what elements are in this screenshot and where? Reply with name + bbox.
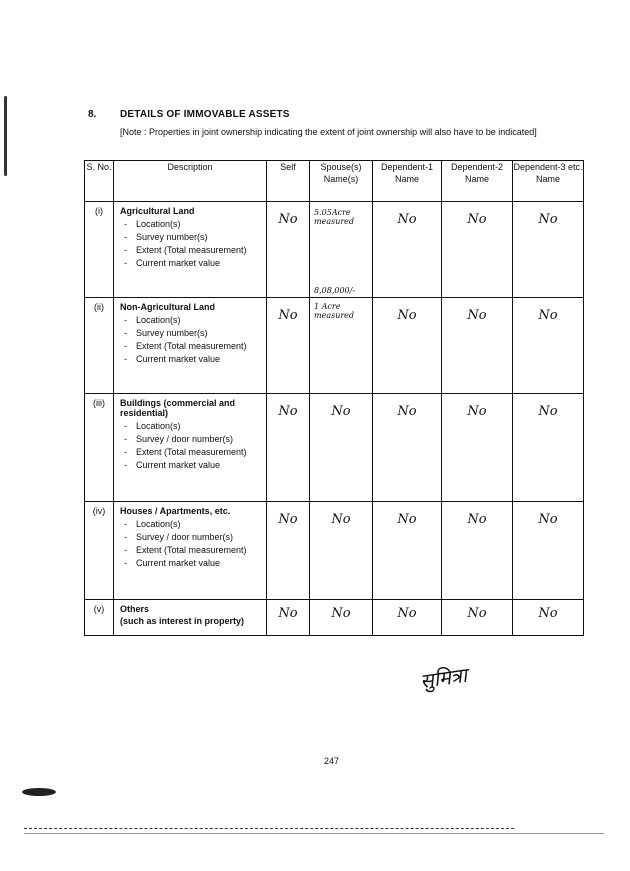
dependent-3-value: No [513, 298, 584, 394]
table-header-row [85, 161, 584, 202]
list-item: - Current market value [136, 353, 263, 365]
category-label: Houses / Apartments, etc. [120, 506, 231, 516]
item-list [120, 420, 263, 471]
spouse-value: No [310, 394, 373, 502]
dependent-2-value: No [442, 394, 513, 502]
dependent-1-value: No [373, 394, 442, 502]
header-self: Self [267, 161, 310, 202]
dependent-3-value: No [513, 600, 584, 636]
scan-smudge [22, 788, 56, 796]
list-item: - Extent (Total measurement) [136, 544, 263, 556]
row-description [114, 502, 267, 600]
self-value: No [267, 502, 310, 600]
list-item: - Survey / door number(s) [136, 531, 263, 543]
list-item: - Location(s) [136, 420, 263, 432]
table-row [85, 502, 584, 600]
header-dependent-1: Dependent-1 Name [373, 161, 442, 202]
scan-line-faint [24, 833, 604, 834]
page-number: 247 [324, 756, 340, 766]
list-item: - Current market value [136, 459, 263, 471]
list-item: - Extent (Total measurement) [136, 244, 263, 256]
list-item: - Location(s) [136, 314, 263, 326]
spouse-extra: measured [314, 217, 355, 226]
dependent-3-value: No [513, 394, 584, 502]
table-row [85, 298, 584, 394]
category-detail: (such as interest in property) [120, 616, 245, 626]
scan-edge-mark [4, 96, 7, 176]
category-label: Agricultural Land [120, 206, 195, 216]
list-item: - Current market value [136, 257, 263, 269]
dependent-2-value: No [442, 202, 513, 298]
spouse-value: No [310, 600, 373, 636]
list-item: - Extent (Total measurement) [136, 340, 263, 352]
row-number: (i) [85, 202, 114, 298]
list-item: - Survey number(s) [136, 231, 263, 243]
spouse-market-value: 8,08,000/- [314, 286, 356, 295]
list-item: - Current market value [136, 557, 263, 569]
spouse-value-cell [310, 202, 373, 298]
header-dependent-2: Dependent-2 Name [442, 161, 513, 202]
list-item: - Location(s) [136, 218, 263, 230]
row-number: (iv) [85, 502, 114, 600]
item-list [120, 314, 263, 365]
header-description: Description [114, 161, 267, 202]
self-value: No [267, 600, 310, 636]
list-item: - Survey / door number(s) [136, 433, 263, 445]
list-item: - Location(s) [136, 518, 263, 530]
table-row [85, 202, 584, 298]
row-number: (iii) [85, 394, 114, 502]
list-item: - Survey number(s) [136, 327, 263, 339]
list-item: - Extent (Total measurement) [136, 446, 263, 458]
row-description [114, 202, 267, 298]
section-number: 8. [88, 109, 97, 120]
self-value: No [267, 202, 310, 298]
spouse-value-cell [310, 298, 373, 394]
dependent-1-value: No [373, 600, 442, 636]
item-list [120, 518, 263, 569]
section-note: [Note : Properties in joint ownership indicating the extent of joint ownership will also have to be indicated] [120, 127, 537, 137]
spouse-value: 1 Acre [314, 302, 341, 311]
row-number: (v) [85, 600, 114, 636]
table-row [85, 394, 584, 502]
item-list [120, 218, 263, 269]
signature: सुमित्रा [418, 662, 469, 694]
row-description [114, 600, 267, 636]
header-dependent-3: Dependent-3 etc. Name [513, 161, 584, 202]
dependent-2-value: No [442, 502, 513, 600]
category-label: Others [120, 604, 150, 614]
dependent-1-value: No [373, 502, 442, 600]
section-title: DETAILS OF IMMOVABLE ASSETS [120, 109, 290, 120]
dependent-1-value: No [373, 202, 442, 298]
dependent-3-value: No [513, 202, 584, 298]
spouse-extra: measured [314, 311, 355, 320]
self-value: No [267, 394, 310, 502]
dependent-3-value: No [513, 502, 584, 600]
row-number: (ii) [85, 298, 114, 394]
category-label: Buildings (commercial and residential) [120, 398, 236, 418]
spouse-value: 5.05Acre [314, 208, 351, 217]
header-sno: S. No. [85, 161, 114, 202]
self-value: No [267, 298, 310, 394]
row-description [114, 394, 267, 502]
scan-line [24, 828, 514, 829]
row-description [114, 298, 267, 394]
spouse-value: No [310, 502, 373, 600]
category-label: Non-Agricultural Land [120, 302, 215, 312]
immovable-assets-table [84, 160, 584, 636]
table-row [85, 600, 584, 636]
dependent-2-value: No [442, 298, 513, 394]
dependent-1-value: No [373, 298, 442, 394]
dependent-2-value: No [442, 600, 513, 636]
header-spouse: Spouse(s) Name(s) [310, 161, 373, 202]
